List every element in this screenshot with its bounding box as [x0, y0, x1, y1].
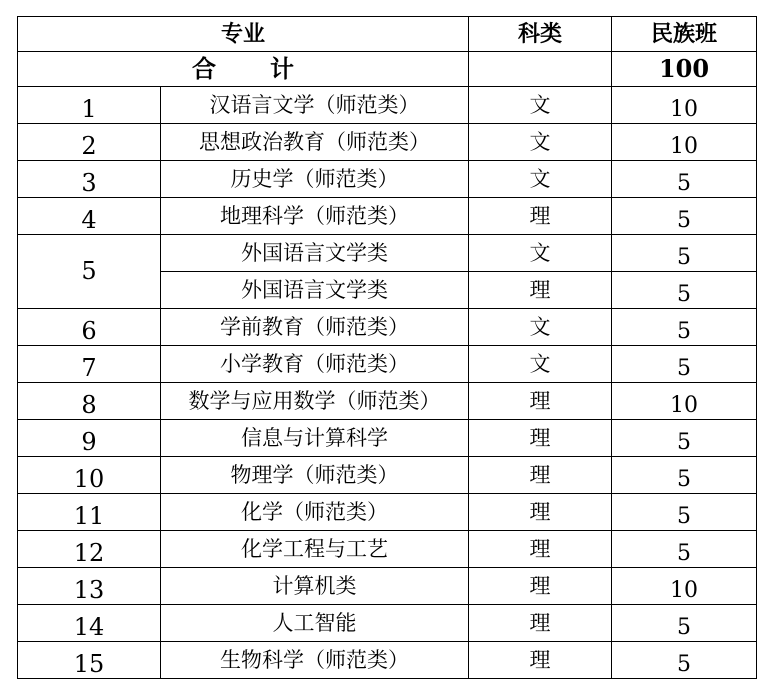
- ethnic-class-count: 5: [612, 531, 757, 568]
- table-row: [18, 420, 757, 457]
- major-name: 学前教育（师范类）: [161, 309, 469, 346]
- category-cell: 理: [469, 531, 612, 568]
- table-row: [18, 235, 757, 272]
- row-number: 1: [18, 87, 161, 124]
- table-row: [18, 531, 757, 568]
- major-name: 小学教育（师范类）: [161, 346, 469, 383]
- major-name: 地理科学（师范类）: [161, 198, 469, 235]
- total-value: 100: [612, 52, 757, 87]
- table-row: [18, 605, 757, 642]
- ethnic-class-count: 5: [612, 272, 757, 309]
- ethnic-class-count: 5: [612, 309, 757, 346]
- ethnic-class-count: 5: [612, 457, 757, 494]
- table-row: [18, 346, 757, 383]
- row-number: 10: [18, 457, 161, 494]
- row-number: 14: [18, 605, 161, 642]
- major-name: 化学工程与工艺: [161, 531, 469, 568]
- row-number: 4: [18, 198, 161, 235]
- header-row: [18, 17, 757, 52]
- ethnic-class-count: 5: [612, 420, 757, 457]
- ethnic-class-header: 民族班: [612, 17, 757, 52]
- table-row: [18, 457, 757, 494]
- table-row: [18, 161, 757, 198]
- table-row: [18, 124, 757, 161]
- total-label: [18, 52, 469, 87]
- category-cell: 文: [469, 161, 612, 198]
- category-cell: 文: [469, 346, 612, 383]
- table-row: [18, 642, 757, 679]
- row-number: 9: [18, 420, 161, 457]
- major-name: 外国语言文学类: [161, 235, 469, 272]
- category-cell: 理: [469, 383, 612, 420]
- total-category: [469, 52, 612, 87]
- major-name: 生物科学（师范类）: [161, 642, 469, 679]
- ethnic-class-count: 10: [612, 383, 757, 420]
- row-number: 3: [18, 161, 161, 198]
- major-name: 化学（师范类）: [161, 494, 469, 531]
- row-number: 7: [18, 346, 161, 383]
- category-cell: 理: [469, 198, 612, 235]
- category-cell: 文: [469, 309, 612, 346]
- row-number: 6: [18, 309, 161, 346]
- category-cell: 文: [469, 235, 612, 272]
- category-cell: 理: [469, 420, 612, 457]
- total-label-right: 计: [270, 54, 294, 83]
- enrollment-table: [17, 16, 757, 679]
- major-name: 历史学（师范类）: [161, 161, 469, 198]
- table-row: [18, 87, 757, 124]
- ethnic-class-count: 5: [612, 642, 757, 679]
- table-row: [18, 198, 757, 235]
- row-number: 8: [18, 383, 161, 420]
- category-cell: 理: [469, 642, 612, 679]
- table-row: [18, 494, 757, 531]
- ethnic-class-count: 5: [612, 198, 757, 235]
- row-number: 2: [18, 124, 161, 161]
- ethnic-class-count: 5: [612, 161, 757, 198]
- major-name: 信息与计算科学: [161, 420, 469, 457]
- ethnic-class-count: 5: [612, 346, 757, 383]
- major-name: 思想政治教育（师范类）: [161, 124, 469, 161]
- ethnic-class-count: 5: [612, 494, 757, 531]
- major-name: 物理学（师范类）: [161, 457, 469, 494]
- major-name: 计算机类: [161, 568, 469, 605]
- category-cell: 理: [469, 605, 612, 642]
- major-name: 汉语言文学（师范类）: [161, 87, 469, 124]
- total-label-left: 合: [192, 54, 216, 83]
- row-number: 12: [18, 531, 161, 568]
- major-name: 人工智能: [161, 605, 469, 642]
- row-number: 11: [18, 494, 161, 531]
- category-cell: 理: [469, 568, 612, 605]
- ethnic-class-count: 10: [612, 87, 757, 124]
- ethnic-class-count: 5: [612, 605, 757, 642]
- category-cell: 理: [469, 494, 612, 531]
- table-row: [18, 568, 757, 605]
- category-cell: 文: [469, 124, 612, 161]
- table-row: [18, 383, 757, 420]
- total-row: [18, 52, 757, 87]
- major-name: 外国语言文学类: [161, 272, 469, 309]
- category-cell: 理: [469, 272, 612, 309]
- category-header: 科类: [469, 17, 612, 52]
- category-cell: 文: [469, 87, 612, 124]
- row-number: 13: [18, 568, 161, 605]
- row-number: 15: [18, 642, 161, 679]
- ethnic-class-count: 10: [612, 124, 757, 161]
- major-name: 数学与应用数学（师范类）: [161, 383, 469, 420]
- row-number: 5: [18, 235, 161, 309]
- major-header: 专业: [18, 17, 469, 52]
- ethnic-class-count: 5: [612, 235, 757, 272]
- table-row: [18, 309, 757, 346]
- ethnic-class-count: 10: [612, 568, 757, 605]
- category-cell: 理: [469, 457, 612, 494]
